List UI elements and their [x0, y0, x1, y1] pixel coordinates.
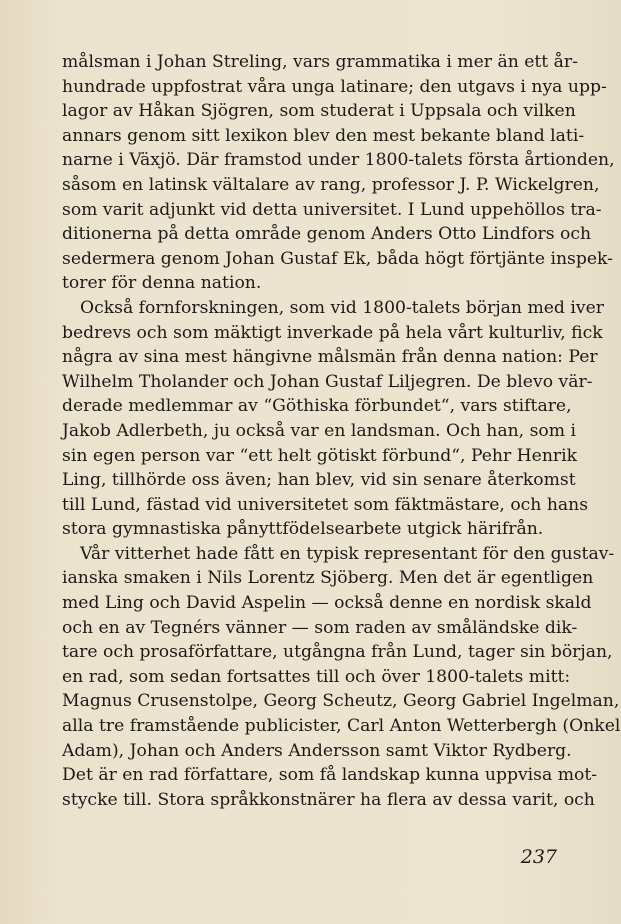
text-line: sedermera genom Johan Gustaf Ek, båda högt förtjänte inspek-	[62, 248, 613, 269]
text-line: Också fornforskningen, som vid 1800-talets början med iver	[80, 297, 604, 318]
text-line: några av sina mest hängivne målsmän från denna nation: Per	[62, 347, 598, 368]
text-line: och en av Tegnérs vänner — som raden av småländske dik-	[62, 617, 578, 638]
text-line: tare och prosaförfattare, utgångna från Lund, tager sin början,	[62, 642, 613, 663]
text-line: ianska smaken i Nils Lorentz Sjöberg. Men det är egentligen	[62, 568, 594, 589]
text-line: stora gymnastiska pånyttfödelsearbete utgick härifrån.	[62, 519, 544, 540]
text-line: Magnus Crusenstolpe, Georg Scheutz, Georg Gabriel Ingelman,	[62, 691, 620, 712]
text-line: med Ling och David Aspelin — också denne en nordisk skald	[62, 593, 592, 614]
paragraph	[62, 50, 615, 296]
body-text	[62, 50, 621, 812]
text-line: såsom en latinsk vältalare av rang, professor J. P. Wickelgren,	[62, 174, 600, 195]
text-line: Vår vitterhet hade fått en typisk representant för den gustav-	[80, 543, 615, 564]
text-line: Ling, tillhörde oss även; han blev, vid sin senare återkomst	[62, 470, 576, 491]
text-line: hundrade uppfostrat våra unga latinare; den utgavs i nya upp-	[62, 76, 607, 97]
paragraph	[62, 296, 604, 542]
text-line: annars genom sitt lexikon blev den mest bekante bland lati-	[62, 125, 585, 146]
text-line: alla tre framstående publicister, Carl Anton Wetterbergh (Onkel	[62, 716, 621, 737]
text-line: bedrevs och som mäktigt inverkade på hela vårt kulturliv, fick	[62, 322, 603, 343]
text-line: sin egen person var “ett helt götiskt förbund“, Pehr Henrik	[62, 445, 578, 466]
text-line: Det är en rad författare, som få landskap kunna uppvisa mot-	[62, 765, 598, 786]
text-line: derade medlemmar av “Göthiska förbundet“, vars stiftare,	[62, 396, 572, 417]
page-number: 237	[520, 846, 557, 868]
text-line: ditionerna på detta område genom Anders Otto Lindfors och	[62, 224, 592, 245]
text-line: lagor av Håkan Sjögren, som studerat i Uppsala och vilken	[62, 101, 576, 122]
text-line: målsman i Johan Streling, vars grammatika i mer än ett år-	[62, 52, 578, 72]
text-line: en rad, som sedan fortsattes till och över 1800-talets mitt:	[62, 666, 571, 687]
paragraph	[62, 542, 621, 813]
text-line: torer för denna nation.	[62, 273, 262, 294]
text-line: som varit adjunkt vid detta universitet. I Lund uppehöllos tra-	[62, 199, 602, 220]
text-line: Jakob Adlerbeth, ju också var en landsman. Och han, som i	[62, 420, 577, 441]
text-line: Adam), Johan och Anders Andersson samt Viktor Rydberg.	[62, 740, 572, 761]
text-line: stycke till. Stora språkkonstnärer ha flera av dessa varit, och	[62, 789, 595, 810]
text-line: narne i Växjö. Där framstod under 1800-talets första årtionden,	[62, 150, 615, 171]
text-line: till Lund, fästad vid universitetet som fäktmästare, och hans	[62, 494, 589, 515]
text-line: Wilhelm Tholander och Johan Gustaf Liljegren. De blevo vär-	[62, 371, 593, 392]
